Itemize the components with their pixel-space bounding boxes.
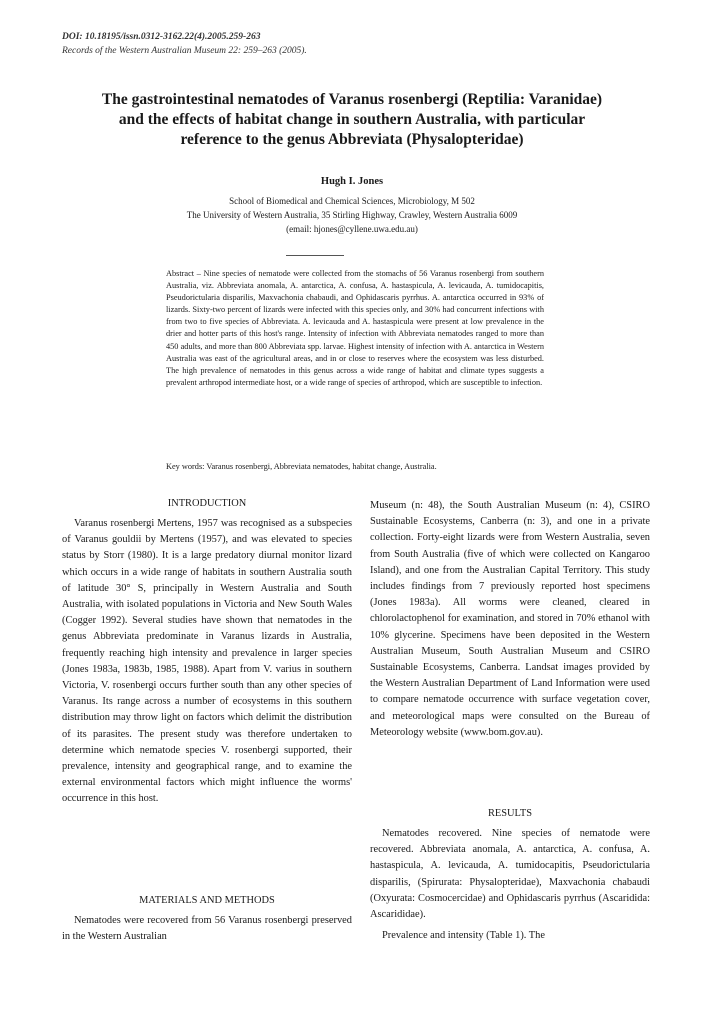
title-line-3: reference to the genus Abbreviata (Physalopteridae) (180, 131, 524, 148)
doi-line: DOI: 10.18195/issn.0312-3162.22(4).2005.259-263 (62, 32, 261, 42)
introduction-heading: INTRODUCTION (167, 498, 247, 509)
methods-heading: MATERIALS AND METHODS (139, 895, 275, 906)
author-name: Hugh I. Jones (320, 176, 384, 187)
prevalence-text: Prevalence and intensity (Table 1). The (382, 930, 545, 941)
article-title (40, 90, 664, 150)
separator-line (286, 255, 344, 256)
affiliation-line-1: School of Biomedical and Chemical Sciences, Microbiology, M 502 (229, 196, 475, 206)
results-text: Nematodes recovered. Nine species of nematode were recovered. Abbreviata anomala, A. antarctica, A. confusa, A. hastaspicula, A. levicauda, A. tumidocapitis, Pseudorictularia disparilis, (Spirurata: Physalopteridae), Maxvachonia chabaudi (Oxyurata: Cosmocercidae) and Ophidascaris pyrrhus (Ascaridida: Ascarididae). (370, 828, 650, 921)
title-line-1: The gastrointestinal nematodes of Varanus rosenbergi (Reptilia: Varanidae) (101, 91, 603, 108)
keywords: Key words: Varanus rosenbergi, Abbreviata nematodes, habitat change, Australia. (166, 462, 437, 471)
methods-text-left: Nematodes were recovered from 56 Varanus rosenbergi preserved in the Western Australian (62, 915, 352, 943)
affiliation-line-2: The University of Western Australia, 35 Stirling Highway, Crawley, Western Australia 6009 (186, 210, 518, 220)
abstract: Abstract – Nine species of nematode were collected from the stomachs of 56 Varanus rosenbergi from southern Australia, viz. Abbreviata anomala, A. antarctica, A. confusa, A. hastaspicula, A. levicauda, A. tumidocapitis, Pseudorictularia disparilis, Maxvachonia chabaudi, and Ophidascaris pyrrhus. A. antarctica occurred in 93% of lizards. Sixty-two percent of lizards were infected with this species only, and 30% had concurrent infections with from two to five species of Abbreviata. A. levicauda and A. hastaspicula were present at low prevalence in the drier and hotter parts of this host's range. Intensity of infection with Abbreviata nematodes ranged to more than 450 adults, and more than 800 Abbreviata spp. larvae. Highest intensity of infection with A. antarctica in Western Australia was east of the agricultural areas, and in or close to reserves where the ecosystem was less disturbed. The high prevalence of nematodes in this genus across a wide range of habitat and climate types suggests a prevalent arthropod intermediate host, or a wide range of species of arthropod, which are susceptible to infection. (166, 269, 544, 387)
title-line-2: and the effects of habitat change in southern Australia, with particular (118, 111, 586, 128)
journal-citation: Records of the Western Australian Museum 22: 259–263 (2005). (62, 46, 307, 56)
methods-text-right: Museum (n: 48), the South Australian Museum (n: 4), CSIRO Sustainable Ecosystems, Canberra (n: 3), and one in a private collection. Forty-eight lizards were from Western Australia, seven from South Australia (five of which were collected on Kangaroo Island), and one from the Australian Capital Territory. This study includes findings from 7 previously reported host specimens (Jones 1983a). All worms were cleaned, cleared in chlorolactophenol for examination, and stored in 70% ethanol with 10% glycerine. Specimens have been deposited in the Western Australian Museum, South Australian Museum and CSIRO Sustainable Ecosystems, Canberra. Landsat images provided by the Western Australian Department of Land Information were used to compare nematode occurrence with surface vegetation cover, and meteorological maps were consulted on the Bureau of Meteorology website (www.bom.gov.au). (370, 500, 650, 738)
introduction-text: Varanus rosenbergi Mertens, 1957 was recognised as a subspecies of Varanus gouldii by Mertens (1957), and was elevated to species status by Storr (1980). It is a large predatory diurnal monitor lizard which occurs in a wide range of habitats in southern Australia south of latitude 30° S, principally in Western Australia and South Australia, with isolated populations in Victoria and New South Wales (Cogger 1992). Several studies have shown that nematodes in the genus Abbreviata predominate in Varanus lizards in Australia, frequently reaching high intensity and prevalence in larger species (Jones 1983a, 1983b, 1985, 1988). Apart from V. varius in southern Victoria, V. rosenbergi occurs further south than any other species of Varanus. Its range across a number of ecosystems in this southern distribution may throw light on factors which delimit the distribution of its parasites. The present study was therefore undertaken to determine which nematode species V. rosenbergi supported, their prevalence, intensity and geographical range, and to examine the external environmental factors which might influence the worms' occurrence in this host. (62, 518, 352, 805)
author-email: (email: hjones@cyllene.uwa.edu.au) (286, 224, 418, 234)
results-heading: RESULTS (487, 808, 533, 819)
